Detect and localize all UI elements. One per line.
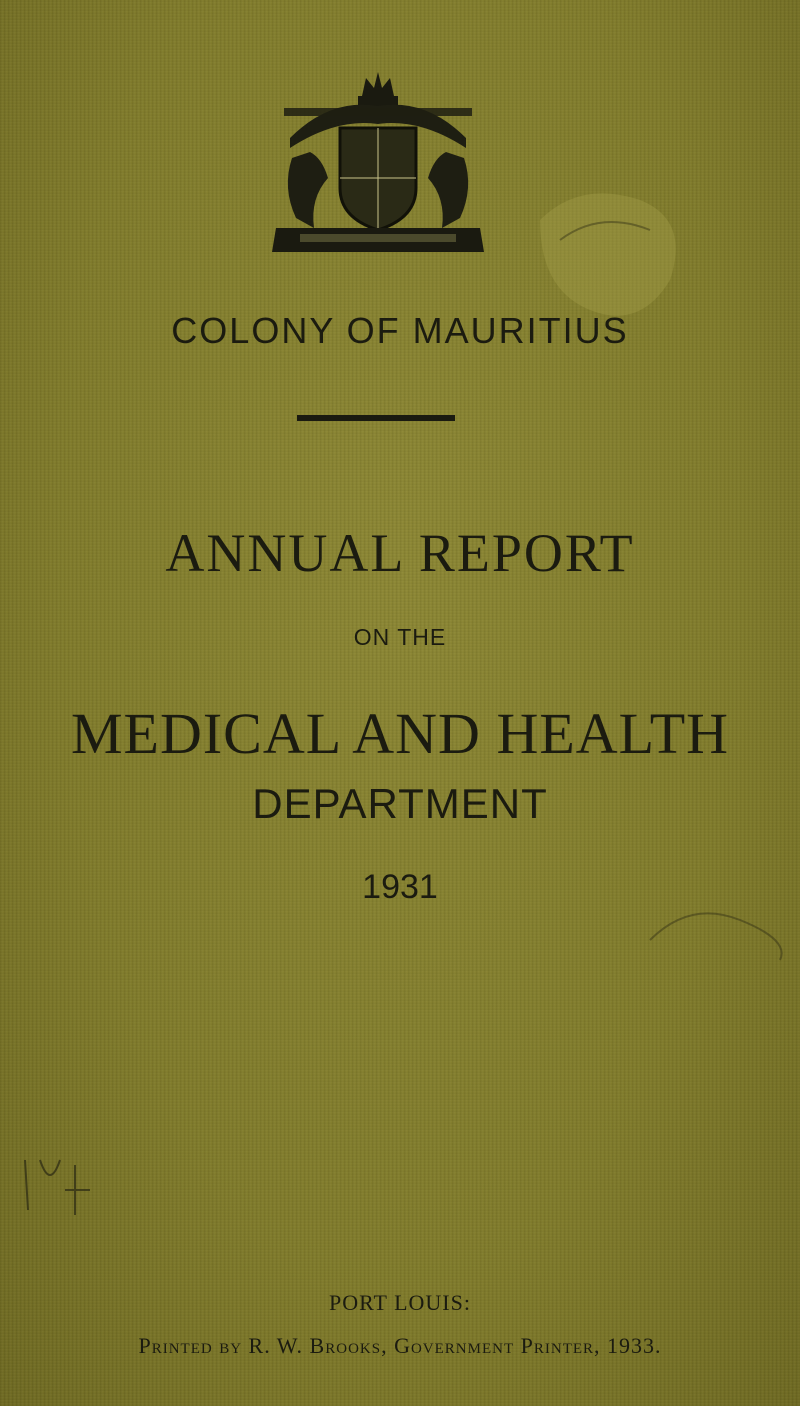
report-year: 1931 xyxy=(362,868,438,906)
department-name-line1: MEDICAL AND HEALTH xyxy=(70,701,730,766)
title-divider xyxy=(297,415,455,421)
handwritten-mark xyxy=(20,1150,100,1220)
department-name-line2: DEPARTMENT xyxy=(252,780,548,827)
printer-imprint: Printed by R. W. Brooks, Government Printer, 1933. xyxy=(138,1333,662,1358)
report-title: ANNUAL REPORT xyxy=(165,523,635,583)
royal-coat-of-arms-icon xyxy=(270,68,486,254)
place-of-publication: PORT LOUIS: xyxy=(329,1290,471,1315)
colony-name: COLONY OF MAURITIUS xyxy=(171,310,629,351)
on-the-text: ON THE xyxy=(353,624,447,650)
